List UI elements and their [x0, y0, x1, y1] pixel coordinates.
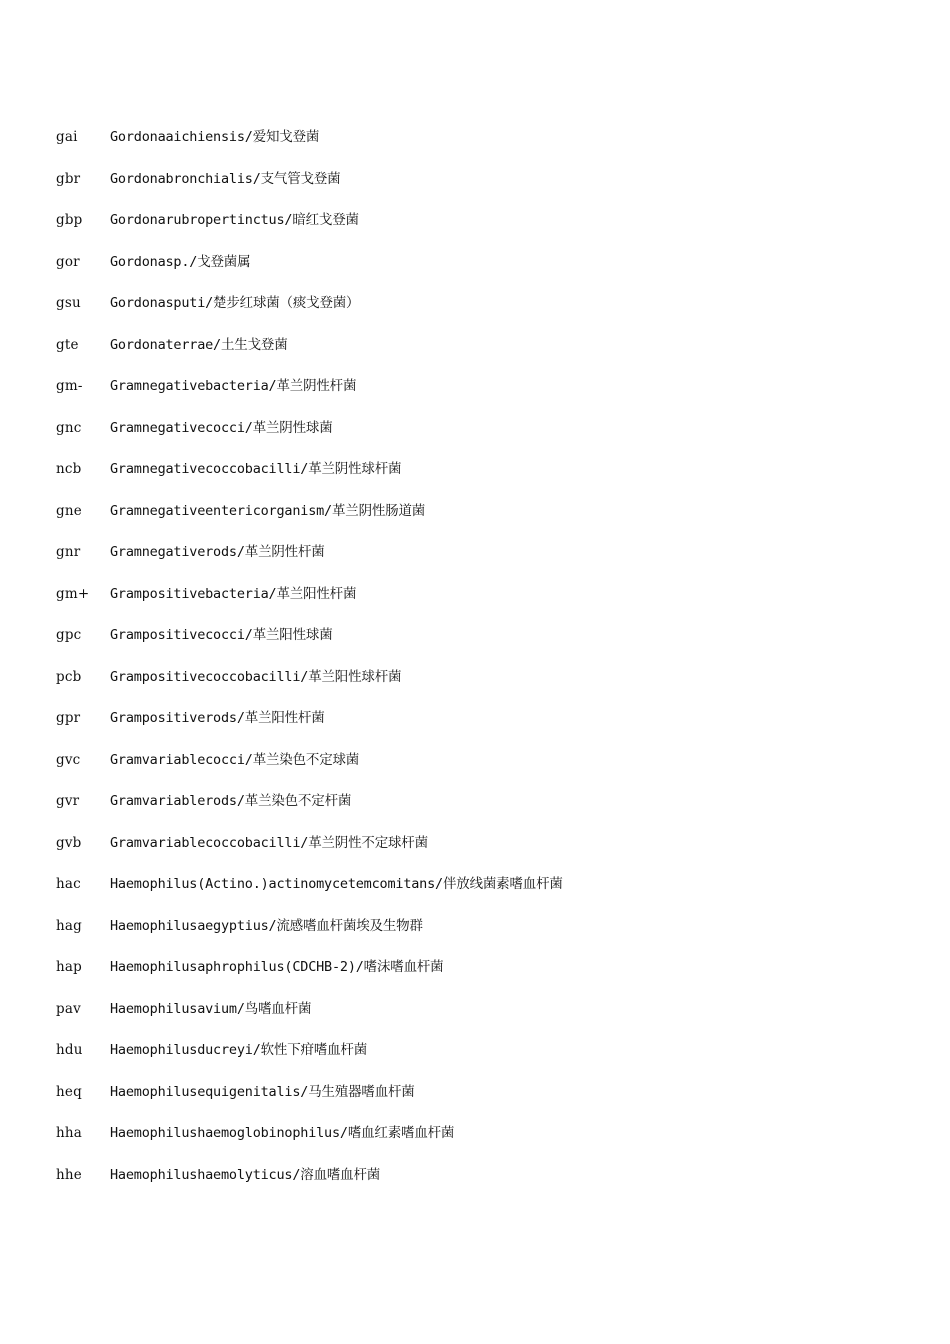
organism-code: gpc	[56, 627, 82, 643]
organism-code: gte	[56, 336, 79, 353]
list-item	[56, 168, 563, 210]
list-item	[56, 666, 563, 708]
organism-name: Gramvariablecoccobacilli/革兰阴性不定球杆菌	[110, 834, 428, 851]
organism-code: gvb	[56, 834, 82, 851]
organism-name: Gramvariablerods/革兰染色不定杆菌	[110, 793, 352, 809]
organism-code: pav	[56, 1000, 81, 1017]
organism-name: Haemophilushaemolyticus/溶血嗜血杆菌	[110, 1166, 381, 1183]
organism-code: gne	[56, 502, 82, 519]
organism-code: hhe	[56, 1166, 82, 1183]
organism-name: Gordonasputi/楚步红球菌（痰戈登菌）	[110, 295, 360, 311]
organism-code: gor	[56, 253, 80, 270]
list-item	[56, 832, 563, 874]
organism-name: Gordonarubropertinctus/暗红戈登菌	[110, 212, 359, 228]
organism-name: Gordonasp./戈登菌属	[110, 253, 251, 270]
organism-code: hac	[56, 876, 81, 892]
organism-name: Gramnegativecoccobacilli/革兰阴性球杆菌	[110, 461, 402, 477]
organism-code: gbp	[56, 212, 83, 228]
organism-code: hap	[56, 959, 82, 975]
organism-code: gbr	[56, 170, 81, 187]
organism-name: Gramnegativeentericorganism/革兰阴性肠道菌	[110, 502, 426, 519]
organism-name: Grampositiverods/革兰阳性杆菌	[110, 710, 325, 726]
organism-name: Gramnegativecocci/革兰阴性球菌	[110, 419, 333, 436]
list-item	[56, 915, 563, 957]
organism-name: Haemophilusequigenitalis/马生殖器嗜血杆菌	[110, 1083, 415, 1100]
list-item	[56, 1164, 563, 1206]
organism-code: gnr	[56, 544, 81, 560]
list-item	[56, 707, 563, 749]
organism-code-list	[56, 126, 563, 1205]
organism-code: heq	[56, 1083, 82, 1100]
organism-code: gsu	[56, 295, 81, 311]
organism-code: hag	[56, 917, 82, 934]
organism-name: Haemophilusducreyi/软性下疳嗜血杆菌	[110, 1042, 368, 1058]
list-item	[56, 209, 563, 251]
organism-code: gvc	[56, 751, 81, 768]
organism-name: Gramnegativerods/革兰阴性杆菌	[110, 544, 325, 560]
list-item	[56, 873, 563, 915]
organism-code: ncb	[56, 461, 82, 477]
list-item	[56, 458, 563, 500]
organism-name: Haemophilus(Actino.)actinomycetemcomitans/伴放线菌素嗜血杆菌	[110, 876, 563, 892]
organism-name: Grampositivebacteria/革兰阳性杆菌	[110, 585, 357, 602]
organism-code: gnc	[56, 419, 82, 436]
organism-name: Gordonaterrae/土生戈登菌	[110, 336, 288, 353]
list-item	[56, 790, 563, 832]
organism-code: pcb	[56, 668, 82, 685]
list-item	[56, 624, 563, 666]
list-item	[56, 583, 563, 625]
organism-code: hdu	[56, 1042, 83, 1058]
organism-name: Gramnegativebacteria/革兰阴性杆菌	[110, 378, 357, 394]
organism-name: Grampositivecocci/革兰阳性球菌	[110, 627, 333, 643]
organism-code: gpr	[56, 710, 81, 726]
organism-code: hha	[56, 1125, 83, 1141]
list-item	[56, 998, 563, 1040]
organism-name: Haemophilusavium/鸟嗜血杆菌	[110, 1000, 312, 1017]
organism-code: gm-	[56, 378, 83, 394]
list-item	[56, 749, 563, 791]
list-item	[56, 541, 563, 583]
list-item	[56, 334, 563, 376]
list-item	[56, 417, 563, 459]
organism-name: Grampositivecoccobacilli/革兰阳性球杆菌	[110, 668, 402, 685]
organism-name: Gordonabronchialis/支气管戈登菌	[110, 170, 341, 187]
list-item	[56, 375, 563, 417]
list-item	[56, 292, 563, 334]
list-item	[56, 1039, 563, 1081]
list-item	[56, 126, 563, 168]
organism-name: Haemophilusaphrophilus(CDCHB-2)/嗜沫嗜血杆菌	[110, 959, 444, 975]
organism-code: gvr	[56, 793, 80, 809]
list-item	[56, 956, 563, 998]
organism-code: gai	[56, 129, 78, 145]
organism-name: Gramvariablecocci/革兰染色不定球菌	[110, 751, 360, 768]
organism-name: Haemophilusaegyptius/流感嗜血杆菌埃及生物群	[110, 917, 423, 934]
organism-code: gm+	[56, 585, 90, 602]
list-item	[56, 1081, 563, 1123]
list-item	[56, 1122, 563, 1164]
list-item	[56, 500, 563, 542]
organism-name: Gordonaaichiensis/爱知戈登菌	[110, 129, 320, 145]
list-item	[56, 251, 563, 293]
organism-name: Haemophilushaemoglobinophilus/嗜血红素嗜血杆菌	[110, 1125, 455, 1141]
